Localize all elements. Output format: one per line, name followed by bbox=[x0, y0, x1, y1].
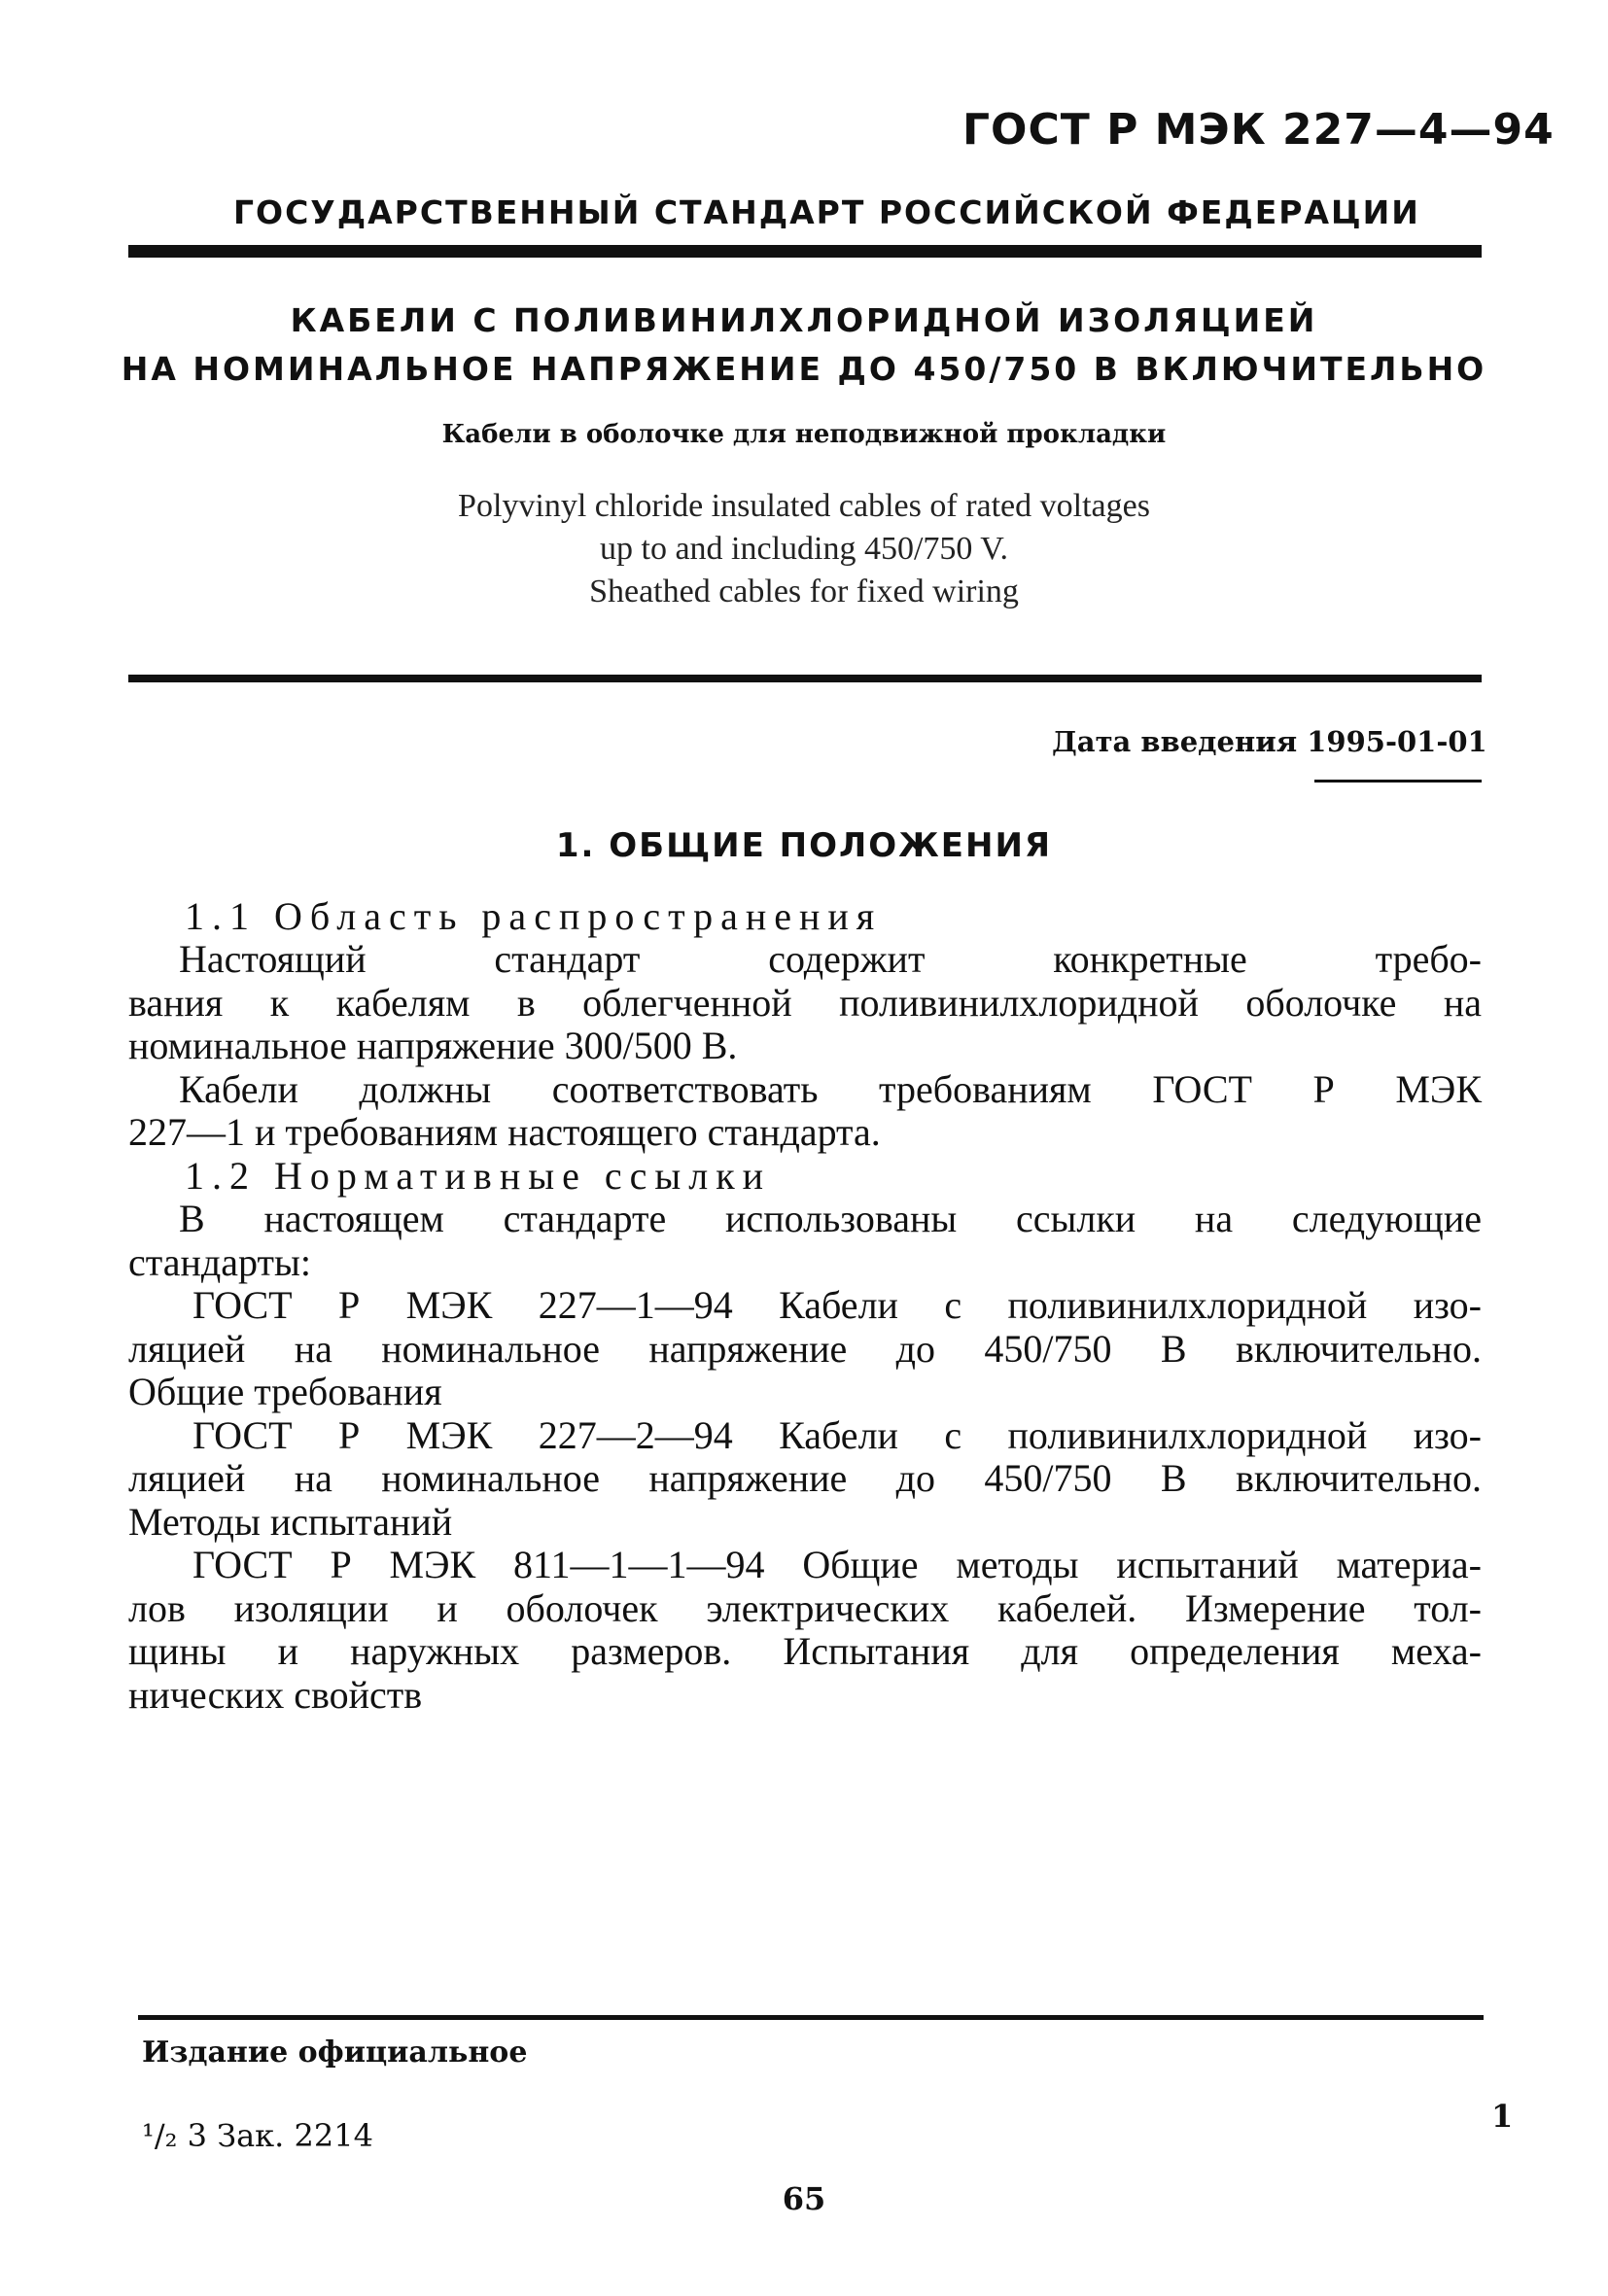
subtitle: Кабели в оболочке для неподвижной прокладки bbox=[441, 420, 1167, 449]
reference-line: нических свойств bbox=[128, 1673, 423, 1717]
official-edition-label: Издание официальное bbox=[142, 2035, 528, 2070]
reference-line: Общие требования bbox=[128, 1370, 442, 1413]
section-1-heading: 1. ОБЩИЕ ПОЛОЖЕНИЯ bbox=[555, 826, 1053, 865]
middle-rule bbox=[128, 675, 1482, 682]
body-line: В настоящем стандарте использованы ссылки на следующие bbox=[179, 1197, 1482, 1240]
introduction-date-value: 1995-01-01 bbox=[1307, 725, 1487, 758]
english-title-line-3: Sheathed cables for fixed wiring bbox=[589, 574, 1019, 609]
reference-line: ляцией на номинальное напряжение до 450/750 В включительно. bbox=[128, 1327, 1482, 1371]
sheet-number: 1 bbox=[1491, 2098, 1514, 2135]
top-rule bbox=[128, 245, 1482, 258]
reference-line: ГОСТ Р МЭК 227—2—94 Кабели с поливинилхлоридной изо- bbox=[192, 1413, 1482, 1457]
body-line: Настоящий стандарт содержит конкретные требо- bbox=[179, 937, 1482, 981]
reference-line: ляцией на номинальное напряжение до 450/750 В включительно. bbox=[128, 1456, 1482, 1500]
body-line: 227—1 и требованиям настоящего стандарта. bbox=[128, 1110, 881, 1154]
reference-line: Методы испытаний bbox=[128, 1500, 453, 1544]
introduction-date-label: Дата введения bbox=[1052, 725, 1298, 758]
reference-line: лов изоляции и оболочек электрических кабелей. Измерение тол- bbox=[128, 1586, 1482, 1630]
footer-rule bbox=[138, 2015, 1484, 2020]
document-code: ГОСТ Р МЭК 227—4—94 bbox=[962, 105, 1555, 155]
reference-line: ГОСТ Р МЭК 227—1—94 Кабели с поливинилхлоридной изо- bbox=[192, 1283, 1482, 1327]
body-line: Кабели должны соответствовать требованиям ГОСТ Р МЭК bbox=[179, 1067, 1482, 1111]
clause-1-2-heading: 1.2 Нормативные ссылки bbox=[185, 1154, 772, 1198]
body-line: стандарты: bbox=[128, 1240, 311, 1284]
page-number: 65 bbox=[782, 2180, 826, 2217]
title-line-2: НА НОМИНАЛЬНОЕ НАПРЯЖЕНИЕ ДО 450/750 В ВКЛЮЧИТЕЛЬНО bbox=[121, 350, 1487, 388]
introduction-date-underline bbox=[1314, 780, 1482, 783]
reference-line: щины и наружных размеров. Испытания для определения меха- bbox=[128, 1629, 1482, 1673]
english-title-line-2: up to and including 450/750 V. bbox=[600, 531, 1008, 567]
body-line: вания к кабелям в облегченной поливинилхлоридной оболочке на bbox=[128, 981, 1482, 1025]
introduction-date bbox=[1052, 725, 1487, 758]
clause-1-1-heading: 1.1 Область распространения bbox=[185, 894, 883, 938]
title-line-1: КАБЕЛИ С ПОЛИВИНИЛХЛОРИДНОЙ ИЗОЛЯЦИЕЙ bbox=[290, 301, 1318, 339]
state-standard-label: ГОСУДАРСТВЕННЫЙ СТАНДАРТ РОССИЙСКОЙ ФЕДЕРАЦИИ bbox=[233, 193, 1420, 231]
reference-line: ГОСТ Р МЭК 811—1—1—94 Общие методы испытаний материа- bbox=[192, 1543, 1482, 1586]
order-number: ¹/₂ 3 Зак. 2214 bbox=[142, 2117, 373, 2154]
english-title-line-1: Polyvinyl chloride insulated cables of rated voltages bbox=[458, 488, 1150, 524]
body-line: номинальное напряжение 300/500 В. bbox=[128, 1024, 738, 1067]
